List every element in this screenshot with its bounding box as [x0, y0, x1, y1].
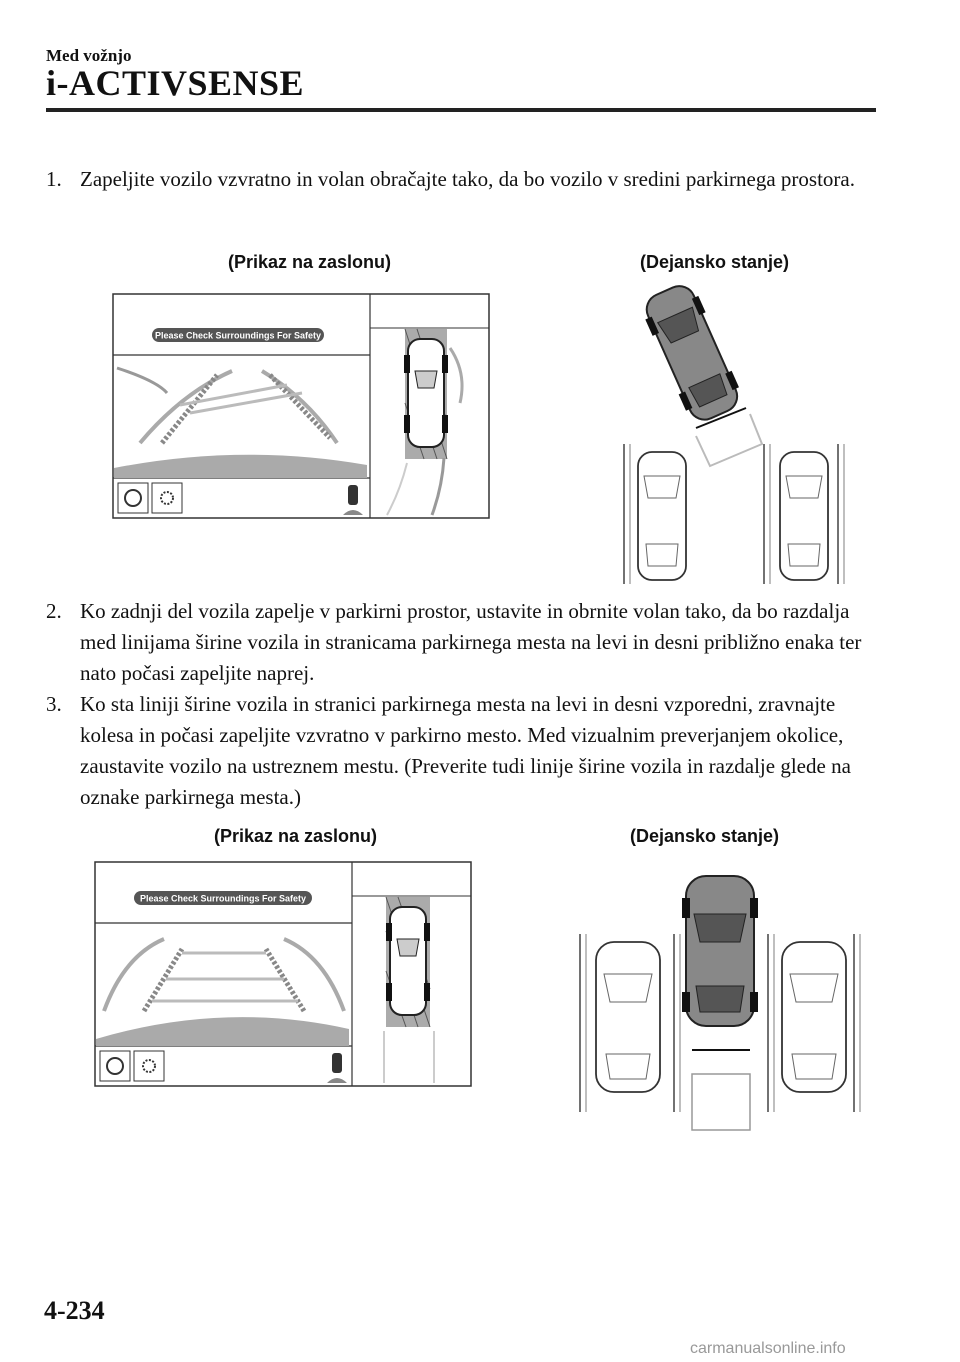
section-label: Med vožnjo [46, 46, 132, 65]
settings-gear-icon [152, 483, 182, 513]
parked-car-left-icon [596, 942, 660, 1092]
step-2 [46, 596, 886, 689]
figure-1-actual-caption: (Dejansko stanje) [640, 252, 790, 272]
car-status-icon [332, 1053, 342, 1073]
watermark: carmanualsonline.info [690, 1340, 846, 1357]
figure-1-screen-display [112, 293, 490, 521]
view-switch-icon [118, 483, 148, 513]
step-number: 2. [46, 599, 62, 623]
header-divider [46, 108, 876, 112]
settings-gear-icon [134, 1051, 164, 1081]
view-switch-icon [100, 1051, 130, 1081]
step-number: 3. [46, 692, 62, 716]
parked-car-left-icon [638, 452, 686, 580]
step-text: Ko sta liniji širine vozila in stranici parkirnega mesta na levi in desni vzporedni, zravnajte kolesa in počasi zapeljite vzvratno v parkirno mesto. Med vizualnim preverjanjem okolice, zaustavite vozilo na ustreznem mestu. (Preverite tudi linije širine vozila in razdalje glede na oznake parkirnega mesta.) [80, 692, 851, 809]
step-text: Ko zadnji del vozila zapelje v parkirni prostor, ustavite in obrnite volan tako, da bo razdalja med linijama širine vozila in stranicama parkirnega mesta na levi in desni približno enaka ter nato počasi zapeljite naprej. [80, 599, 862, 685]
top-view-car-icon [408, 339, 444, 447]
figure-2-screen-display [94, 861, 472, 1089]
step-text: Zapeljite vozilo vzvratno in volan obračajte tako, da bo vozilo v sredini parkirnega prostora. [80, 167, 855, 191]
banner-text: Please Check Surroundings For Safety [139, 893, 307, 904]
parked-car-right-icon [780, 452, 828, 580]
page-title: i-ACTIVSENSE [46, 63, 305, 103]
step-number: 1. [46, 167, 62, 191]
figure-2-actual-caption: (Dejansko stanje) [630, 826, 780, 846]
top-view-car-icon [390, 907, 426, 1015]
figure-2-screen-caption: (Prikaz na zaslonu) [214, 826, 378, 846]
car-status-icon [348, 485, 358, 505]
step-1 [46, 164, 886, 195]
maneuvering-car-icon [638, 279, 746, 426]
page-number: 4-234 [44, 1296, 105, 1325]
step-3 [46, 689, 886, 813]
banner-text: Please Check Surroundings For Safety [154, 330, 322, 341]
parked-car-right-icon [782, 942, 846, 1092]
figure-2-actual-diagram [574, 874, 864, 1136]
figure-1-actual-diagram [600, 276, 870, 588]
figure-1-screen-caption: (Prikaz na zaslonu) [228, 252, 392, 272]
